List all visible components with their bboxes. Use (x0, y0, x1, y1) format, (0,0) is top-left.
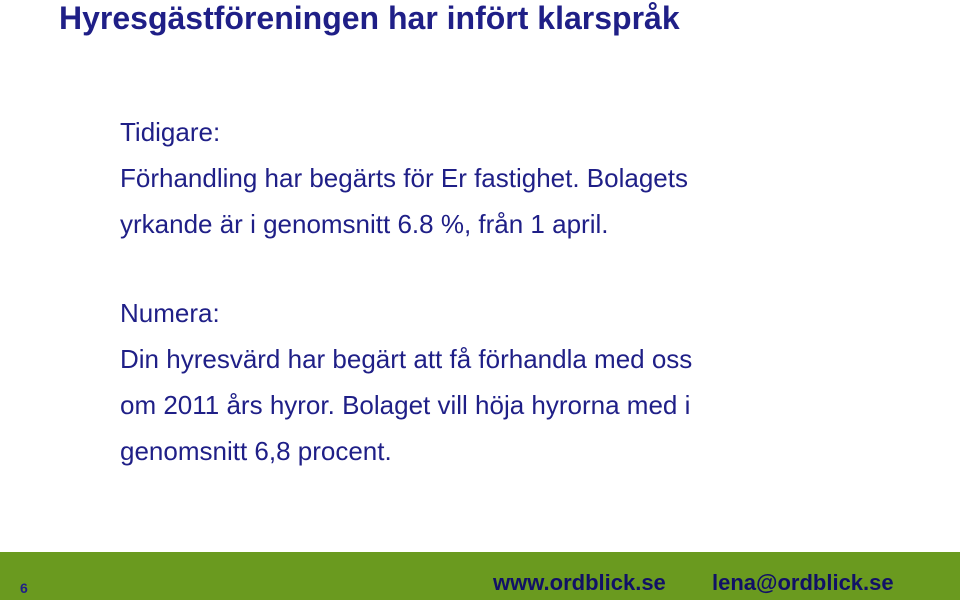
website-link[interactable]: www.ordblick.se (493, 570, 666, 595)
after-line: om 2011 års hyror. Bolaget vill höja hyrorna med i (120, 390, 691, 420)
page-number: 6 (20, 580, 28, 596)
after-line: Din hyresvärd har begärt att få förhandla med oss (120, 344, 693, 374)
after-section (120, 290, 692, 474)
before-line: yrkande är i genomsnitt 6.8 %, från 1 april. (120, 209, 609, 239)
after-heading: Numera: (120, 298, 220, 328)
after-line: genomsnitt 6,8 procent. (120, 436, 392, 466)
email-link[interactable]: lena@ordblick.se (712, 570, 894, 595)
before-heading: Tidigare: (120, 117, 221, 147)
before-line: Förhandling har begärts för Er fastighet. Bolagets (120, 163, 688, 193)
slide-title: Hyresgästföreningen har infört klarspråk (59, 0, 680, 36)
before-section (120, 109, 688, 247)
